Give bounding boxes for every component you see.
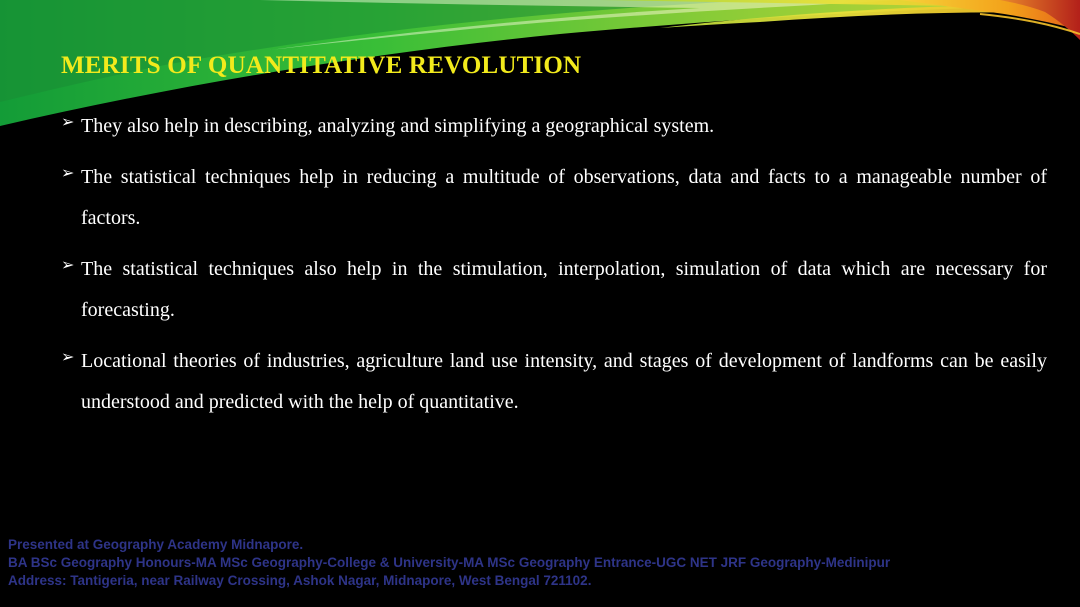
bullet-item [61,106,1047,147]
bullet-text: The statistical techniques also help in the stimulation, interpolation, simulation of data which are necessary for forecasting. [81,258,1047,321]
footer-credits [8,536,890,590]
footer-presenter-line: Presented at Geography Academy Midnapore. [8,537,304,552]
bullet-text: Locational theories of industries, agriculture land use intensity, and stages of development of landforms can be easily understood and predicted with the help of quantitative. [81,350,1047,413]
bullet-item [61,249,1047,331]
arrow-bullet-icon: ➢ [61,112,75,131]
arrow-bullet-icon: ➢ [61,347,75,366]
bullet-text: They also help in describing, analyzing and simplifying a geographical system. [81,115,715,137]
bullet-item [61,157,1047,239]
bullet-list [61,106,1047,433]
arrow-bullet-icon: ➢ [61,163,75,182]
arrow-bullet-icon: ➢ [61,255,75,274]
footer-courses-line: BA BSc Geography Honours-MA MSc Geography-College & University-MA MSc Geography Entrance-UGC NET JRF Geography-Medinipur [8,555,891,570]
bullet-text: The statistical techniques help in reducing a multitude of observations, data and facts to a manageable number of factors. [81,166,1047,229]
footer-address-line: Address: Tantigeria, near Railway Crossing, Ashok Nagar, Midnapore, West Bengal 721102. [8,573,592,588]
slide-title: MERITS OF QUANTITATIVE REVOLUTION [61,52,582,79]
bullet-item [61,341,1047,423]
